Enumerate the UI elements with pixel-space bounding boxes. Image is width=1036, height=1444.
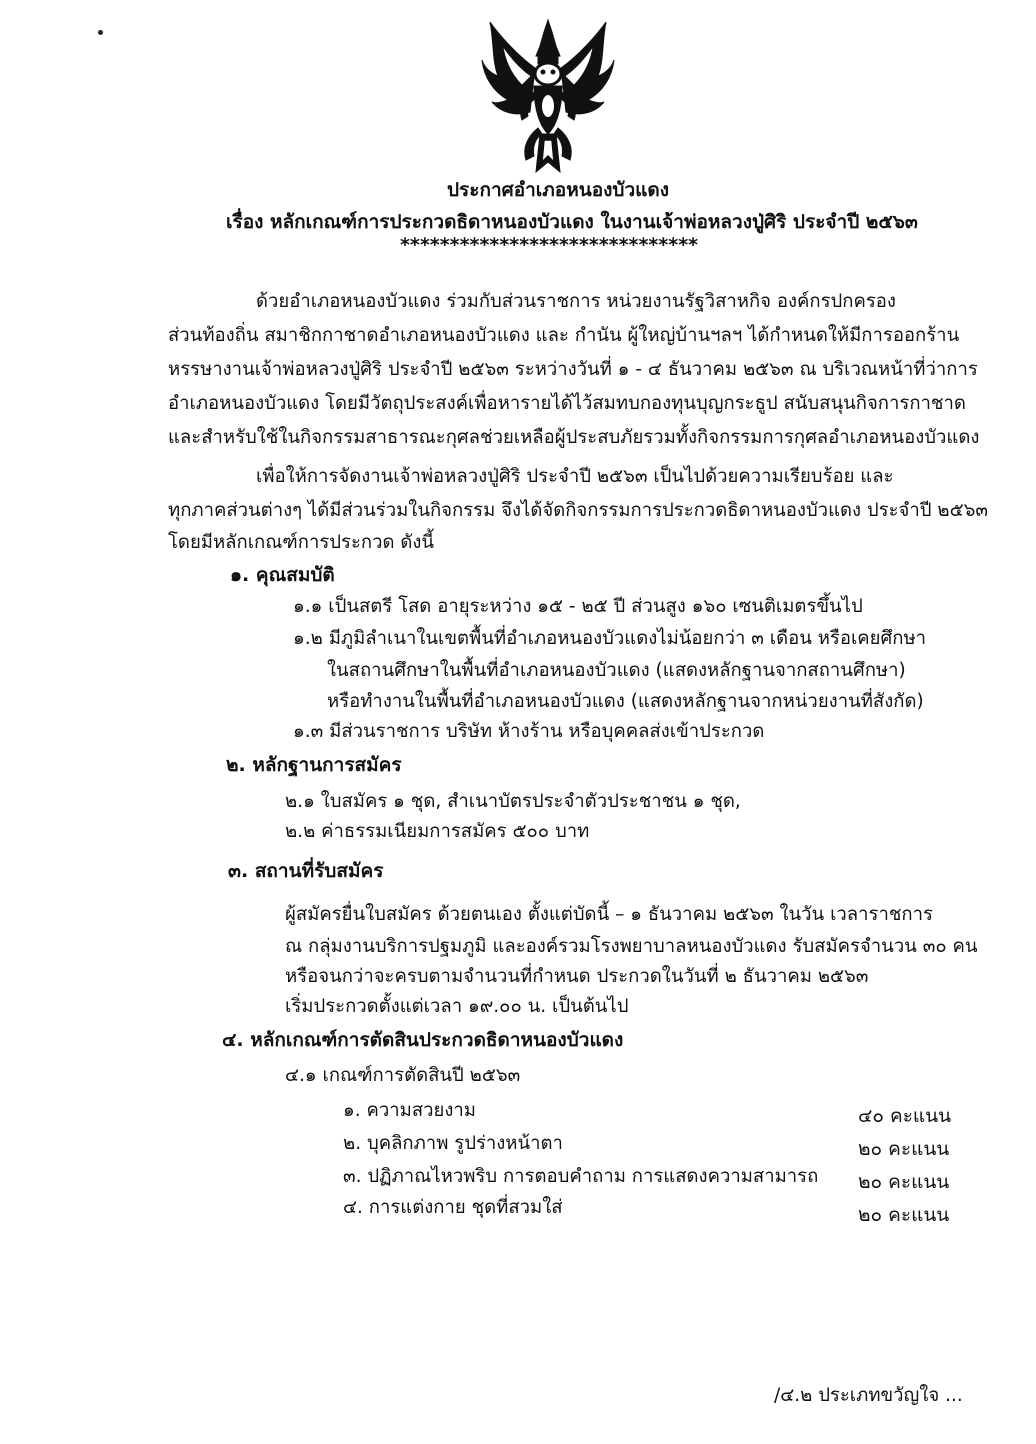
announcement-subject: เรื่อง หลักเกณฑ์การประกวดธิดาหนองบัวแดง ในงานเจ้าพ่อหลวงปู่ศิริ ประจำปี ๒๕๖๓ bbox=[226, 211, 918, 233]
section-4-title: ๔. หลักเกณฑ์การตัดสินประกวดธิดาหนองบัวแดง bbox=[222, 1029, 624, 1051]
section-1-line-4: หรือทำงานในพื้นที่อำเภอหนองบัวแดง (แสดงหลักฐานจากหน่วยงานที่สังกัด) bbox=[327, 691, 924, 712]
section-3-line-1: ผู้สมัครยื่นใบสมัคร ด้วยตนเอง ตั้งแต่บัดนี้ – ๑ ธันวาคม ๒๕๖๓ ในวัน เวลาราชการ bbox=[285, 904, 933, 925]
intro-p2-line-2: ทุกภาคส่วนต่างๆ ได้มีส่วนร่วมในกิจกรรม จึงได้จัดกิจกรรมการประกวดธิดาหนองบัวแดง ประจำปี ๒๕๖๓ bbox=[168, 500, 988, 521]
continuation-note: /๔.๒ ประเภทขวัญใจ ... bbox=[774, 1385, 963, 1406]
announcement-title: ประกาศอำเภอหนองบัวแดง bbox=[447, 179, 670, 201]
intro-p1-line-4: อำเภอหนองบัวแดง โดยมีวัตถุประสงค์เพื่อหารายได้ไว้สมทบกองทุนบุญกระธูป สนับสนุนกิจการกาชาด bbox=[168, 393, 966, 414]
intro-p1-line-5: และสำหรับใช้ในกิจกรรมสาธารณะกุศลช่วยเหลือผู้ประสบภัยรวมทั้งกิจกรรมการกุศลอำเภอหนองบัวแดง bbox=[168, 427, 980, 448]
section-1-line-2: ๑.๒ มีภูมิลำเนาในเขตพื้นที่อำเภอหนองบัวแดงไม่น้อยกว่า ๓ เดือน หรือเคยศึกษา bbox=[293, 628, 927, 649]
section-2-line-1: ๒.๑ ใบสมัคร ๑ ชุด, สำเนาบัตรประจำตัวประชาชน ๑ ชุด, bbox=[285, 791, 741, 812]
section-2-line-2: ๒.๒ ค่าธรรมเนียมการสมัคร ๕๐๐ บาท bbox=[285, 821, 590, 842]
section-1-line-3: ในสถานศึกษาในพื้นที่อำเภอหนองบัวแดง (แสดงหลักฐานจากสถานศึกษา) bbox=[327, 660, 906, 681]
section-3-title: ๓. สถานที่รับสมัคร bbox=[228, 860, 384, 882]
criteria-label-1: ๑. ความสวยงาม bbox=[343, 1100, 476, 1121]
section-2-title: ๒. หลักฐานการสมัคร bbox=[226, 754, 402, 776]
intro-p1-line-2: ส่วนท้องถิ่น สมาชิกกาชาดอำเภอหนองบัวแดง และ กำนัน ผู้ใหญ่บ้านฯลฯ ได้กำหนดให้มีการออกร้าน bbox=[168, 325, 960, 346]
intro-p1-line-1: ด้วยอำเภอหนองบัวแดง ร่วมกับส่วนราชการ หน่วยงานรัฐวิสาหกิจ องค์กรปกครอง bbox=[256, 291, 896, 312]
criteria-label-3: ๓. ปฏิภาณไหวพริบ การตอบคำถาม การแสดงความสามารถ bbox=[343, 1166, 819, 1187]
criteria-label-4: ๔. การแต่งกาย ชุดที่สวมใส่ bbox=[343, 1197, 563, 1218]
separator-stars: ****************************** bbox=[400, 234, 699, 256]
criteria-score-1: ๔๐ คะแนน bbox=[858, 1105, 952, 1127]
scan-speck bbox=[98, 30, 103, 35]
section-1-line-5: ๑.๓ มีส่วนราชการ บริษัท ห้างร้าน หรือบุคคลส่งเข้าประกวด bbox=[293, 721, 765, 742]
section-3-line-3: หรือจนกว่าจะครบตามจำนวนที่กำหนด ประกวดในวันที่ ๒ ธันวาคม ๒๕๖๓ bbox=[285, 966, 869, 987]
garuda-emblem-icon bbox=[478, 16, 618, 174]
intro-p2-line-1: เพื่อให้การจัดงานเจ้าพ่อหลวงปู่ศิริ ประจำปี ๒๕๖๓ เป็นไปด้วยความเรียบร้อย และ bbox=[256, 466, 894, 487]
section-3-line-2: ณ กลุ่มงานบริการปฐมภูมิ และองค์รวมโรงพยาบาลหนองบัวแดง รับสมัครจำนวน ๓๐ คน bbox=[285, 936, 978, 957]
criteria-label-2: ๒. บุคลิกภาพ รูปร่างหน้าตา bbox=[343, 1133, 563, 1154]
section-1-line-1: ๑.๑ เป็นสตรี โสด อายุระหว่าง ๑๕ - ๒๕ ปี ส่วนสูง ๑๖๐ เซนติเมตรขึ้นไป bbox=[293, 596, 863, 617]
intro-p1-line-3: หรรษางานเจ้าพ่อหลวงปู่ศิริ ประจำปี ๒๕๖๓ ระหว่างวันที่ ๑ - ๔ ธันวาคม ๒๕๖๓ ณ บริเวณหน้าที่ว่าการ bbox=[168, 359, 978, 380]
criteria-score-4: ๒๐ คะแนน bbox=[858, 1204, 950, 1226]
section-1-title: ๑. คุณสมบัติ bbox=[230, 564, 335, 586]
criteria-score-3: ๒๐ คะแนน bbox=[858, 1171, 950, 1193]
intro-p2-line-3: โดยมีหลักเกณฑ์การประกวด ดังนี้ bbox=[168, 532, 435, 553]
section-3-line-4: เริ่มประกวดตั้งแต่เวลา ๑๙.๐๐ น. เป็นต้นไป bbox=[285, 996, 629, 1017]
section-4-subtitle: ๔.๑ เกณฑ์การตัดสินปี ๒๕๖๓ bbox=[285, 1065, 521, 1086]
criteria-score-2: ๒๐ คะแนน bbox=[858, 1138, 950, 1160]
